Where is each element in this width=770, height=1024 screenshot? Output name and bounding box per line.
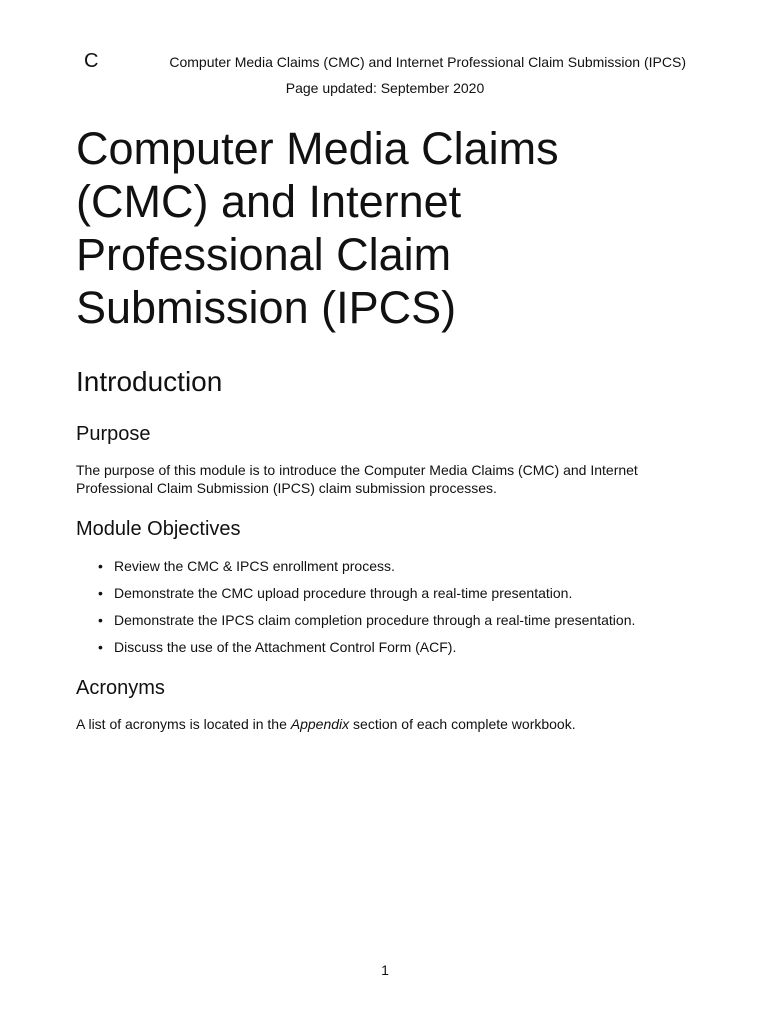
page-header — [84, 50, 694, 72]
header-section-letter: C — [84, 50, 99, 72]
acronyms-heading: Acronyms — [76, 677, 165, 699]
list-item-text: Demonstrate the CMC upload procedure through a real-time presentation. — [114, 585, 573, 601]
module-objectives-heading: Module Objectives — [76, 518, 241, 540]
bullet-icon: • — [98, 639, 103, 655]
document-title — [76, 122, 636, 334]
acronyms-text: section of each complete workbook. — [349, 716, 576, 732]
bullet-icon: • — [98, 585, 103, 601]
objectives-list — [96, 557, 736, 665]
purpose-heading: Purpose — [76, 423, 151, 445]
page-updated-date: Page updated: September 2020 — [285, 80, 485, 96]
appendix-reference: Appendix — [290, 716, 350, 732]
list-item-text: Discuss the use of the Attachment Control Form (ACF). — [114, 639, 457, 655]
list-item — [96, 611, 736, 629]
purpose-line: The purpose of this module is to introduce the Computer Media Claims (CMC) and Internet — [76, 462, 638, 478]
title-line: Submission (IPCS) — [76, 282, 457, 333]
acronyms-paragraph — [76, 715, 696, 733]
bullet-icon: • — [98, 612, 103, 628]
title-line: Computer Media Claims — [76, 123, 559, 174]
purpose-line: Professional Claim Submission (IPCS) claim submission processes. — [76, 480, 497, 496]
list-item-text: Demonstrate the IPCS claim completion procedure through a real-time presentation. — [114, 612, 636, 628]
purpose-paragraph — [76, 461, 696, 497]
list-item — [96, 584, 736, 602]
title-line: Professional Claim — [76, 229, 452, 280]
page-number: 1 — [381, 962, 389, 978]
title-line: (CMC) and Internet — [76, 176, 462, 227]
header-running-title: Computer Media Claims (CMC) and Internet Professional Claim Submission (IPCS) — [169, 54, 686, 70]
bullet-icon: • — [98, 558, 103, 574]
acronyms-text: A list of acronyms is located in the — [76, 716, 291, 732]
list-item — [96, 557, 736, 575]
introduction-heading: Introduction — [76, 366, 223, 397]
list-item — [96, 638, 736, 656]
list-item-text: Review the CMC & IPCS enrollment process. — [114, 558, 395, 574]
